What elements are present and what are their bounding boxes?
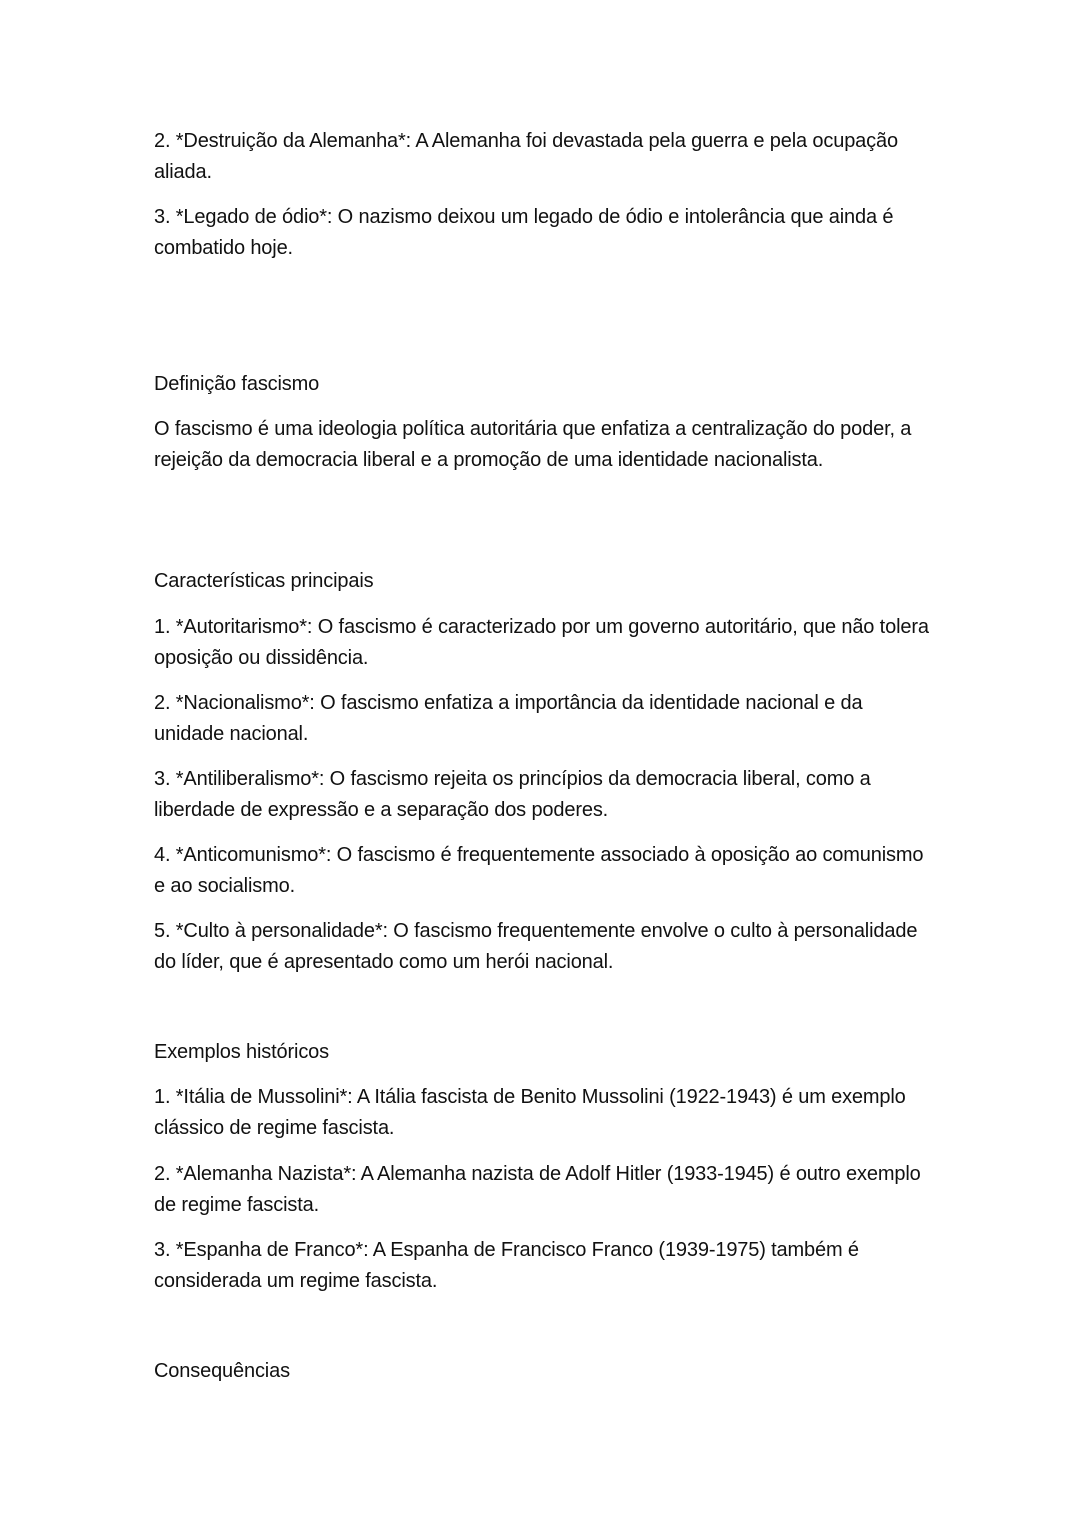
list-item-autoritarismo: 1. *Autoritarismo*: O fascismo é caracterizado por um governo autoritário, que não tolera oposição ou dissidência.: [154, 616, 929, 669]
section-heading-definicao: Definição fascismo: [154, 373, 320, 395]
list-item-antiliberalismo: 3. *Antiliberalismo*: O fascismo rejeita os princípios da democracia liberal, como a liberdade de expressão e a separação dos poderes.: [154, 768, 871, 821]
list-item-anticomunismo: 4. *Anticomunismo*: O fascismo é frequentemente associado à oposição ao comunismo e ao socialismo.: [154, 844, 924, 897]
list-item-nacionalismo: 2. *Nacionalismo*: O fascismo enfatiza a importância da identidade nacional e da unidade nacional.: [154, 692, 863, 745]
list-item-italia-mussolini: 1. *Itália de Mussolini*: A Itália fascista de Benito Mussolini (1922-1943) é um exemplo clássico de regime fascista.: [154, 1086, 906, 1139]
section-heading-exemplos: Exemplos históricos: [154, 1041, 329, 1063]
list-item-culto-personalidade: 5. *Culto à personalidade*: O fascismo frequentemente envolve o culto à personalidade do líder, que é apresentado como um herói nacional.: [154, 920, 918, 973]
list-item-espanha-franco: 3. *Espanha de Franco*: A Espanha de Francisco Franco (1939-1975) também é considerada um regime fascista.: [154, 1239, 859, 1292]
list-item-destruicao-alemanha: 2. *Destruição da Alemanha*: A Alemanha foi devastada pela guerra e pela ocupação aliada.: [154, 130, 898, 183]
section-heading-caracteristicas: Características principais: [154, 570, 374, 592]
list-item-alemanha-nazista: 2. *Alemanha Nazista*: A Alemanha nazista de Adolf Hitler (1933-1945) é outro exemplo de regime fascista.: [154, 1163, 921, 1216]
list-item-legado-odio: 3. *Legado de ódio*: O nazismo deixou um legado de ódio e intolerância que ainda é combatido hoje.: [154, 206, 894, 259]
section-heading-consequencias: Consequências: [154, 1360, 290, 1382]
definicao-paragraph: O fascismo é uma ideologia política autoritária que enfatiza a centralização do poder, a rejeição da democracia liberal e a promoção de uma identidade nacionalista.: [154, 418, 912, 471]
